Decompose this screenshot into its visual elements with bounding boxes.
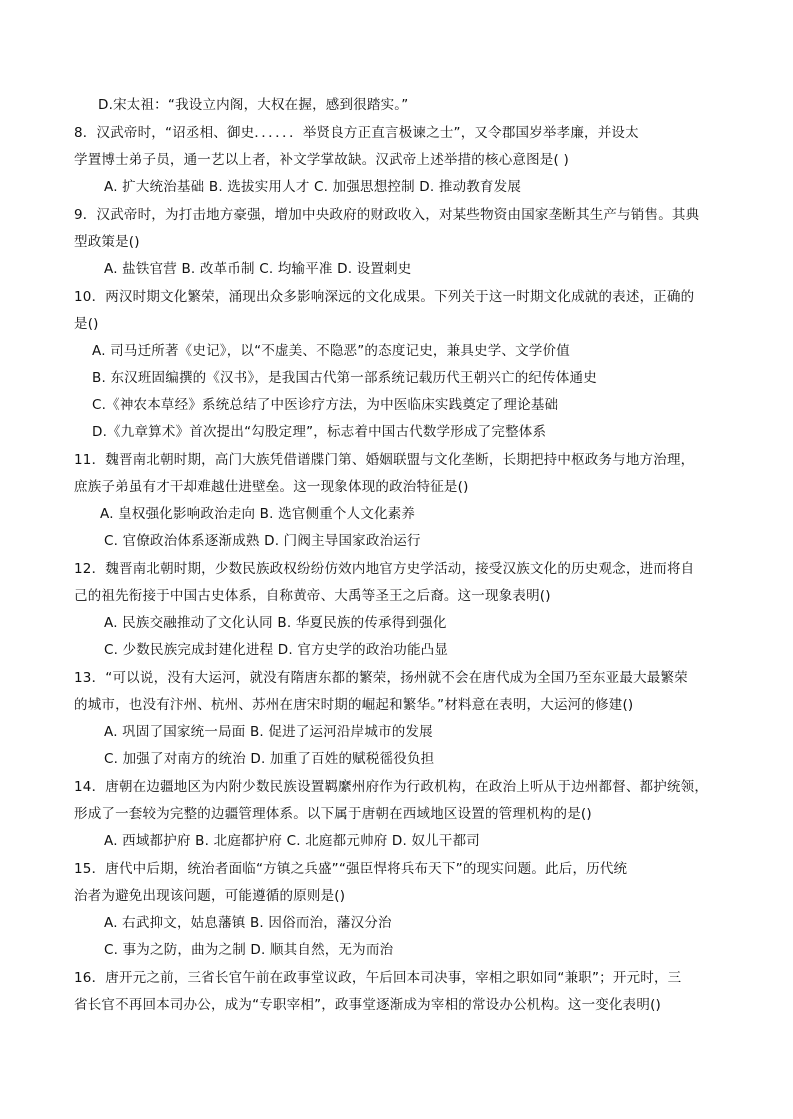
question-line: 是() xyxy=(74,316,99,332)
question-12: 12．魏晋南北朝时期，少数民族政权纷纷仿效内地官方史学活动，接受汉族文化的历史观念，进而将自 xyxy=(74,561,695,577)
option-line: C. 少数民族完成封建化进程 D. 官方史学的政治功能凸显 xyxy=(104,642,449,658)
option-line: D.《九章算术》首次提出“勾股定理”，标志着中国古代数学形成了完整体系 xyxy=(92,424,547,440)
question-15: 15．唐代中后期，统治者面临“方镇之兵盛”“强臣悍将兵布天下”的现实问题。此后，历代统 xyxy=(74,861,628,877)
option-line: A. 扩大统治基础 B. 选拔实用人才 C. 加强思想控制 D. 推动教育发展 xyxy=(104,179,522,195)
option-line: C.《神农本草经》系统总结了中医诊疗方法，为中医临床实践奠定了理论基础 xyxy=(92,397,559,413)
question-10: 10．两汉时期文化繁荣，涌现出众多影响深远的文化成果。下列关于这一时期文化成就的表述，正确的 xyxy=(74,289,695,305)
question-line: 型政策是() xyxy=(74,234,140,250)
question-8: 8．汉武帝时，“诏丞相、御史．．．．．．举贤良方正直言极谏之士”，又令郡国岁举孝廉，并设太 xyxy=(74,125,639,141)
question-14: 14．唐朝在边疆地区为内附少数民族设置羁縻州府作为行政机构，在政治上听从于边州都督、都护统领， xyxy=(74,779,709,795)
option-line: B. 东汉班固编撰的《汉书》，是我国古代第一部系统记载历代王朝兴亡的纪传体通史 xyxy=(92,370,597,386)
question-16: 16．唐开元之前，三省长官午前在政事堂议政，午后回本司决事，宰相之职如同“兼职”；开元时，三 xyxy=(74,970,682,986)
question-line: 学置博士弟子员，通一艺以上者，补文学掌故缺。汉武帝上述举措的核心意图是( ) xyxy=(74,152,569,168)
question-line: 形成了一套较为完整的边疆管理体系。以下属于唐朝在西域地区设置的管理机构的是() xyxy=(74,806,592,822)
question-9: 9．汉武帝时，为打击地方豪强，增加中央政府的财政收入，对某些物资由国家垄断其生产与销售。其典 xyxy=(74,207,700,223)
option-line: A. 民族交融推动了文化认同 B. 华夏民族的传承得到强化 xyxy=(104,615,447,631)
option-line: A. 巩固了国家统一局面 B. 促进了运河沿岸城市的发展 xyxy=(104,724,433,740)
option-line: C. 事为之防，曲为之制 D. 顺其自然，无为而治 xyxy=(104,942,394,958)
option-line: D.宋太祖：“我设立内阁，大权在握，感到很踏实。” xyxy=(98,97,409,113)
question-11: 11．魏晋南北朝时期，高门大族凭借谱牒门第、婚姻联盟与文化垄断，长期把持中枢政务与地方治理， xyxy=(74,452,695,468)
option-line: A. 西域都护府 B. 北庭都护府 C. 北庭都元帅府 D. 奴儿干都司 xyxy=(104,833,480,849)
option-line: A. 司马迁所著《史记》，以“不虚美、不隐恶”的态度记史，兼具史学、文学价值 xyxy=(92,343,570,359)
option-line: C. 加强了对南方的统治 D. 加重了百姓的赋税徭役负担 xyxy=(104,751,435,767)
question-line: 的城市，也没有汴州、杭州、苏州在唐宋时期的崛起和繁华。”材料意在表明，大运河的修建() xyxy=(74,697,634,713)
option-line: A. 皇权强化影响政治走向 B. 选官侧重个人文化素养 xyxy=(100,506,416,522)
question-line: 省长官不再回本司办公，成为“专职宰相”，政事堂逐渐成为宰相的常设办公机构。这一变化表明() xyxy=(74,997,662,1013)
option-line: A. 盐铁官营 B. 改革币制 C. 均输平准 D. 设置刺史 xyxy=(104,261,412,277)
option-line: A. 右武抑文，姑息藩镇 B. 因俗而治，藩汉分治 xyxy=(104,915,392,931)
question-line: 己的祖先衔接于中国古史体系，自称黄帝、大禹等圣王之后裔。这一现象表明() xyxy=(74,588,551,604)
question-line: 庶族子弟虽有才干却难越仕进壁垒。这一现象体现的政治特征是() xyxy=(74,479,469,495)
option-line: C. 官僚政治体系逐渐成熟 D. 门阀主导国家政治运行 xyxy=(104,533,421,549)
question-13: 13．“可以说，没有大运河，就没有隋唐东都的繁荣，扬州就不会在唐代成为全国乃至东亚最大最繁荣 xyxy=(74,670,688,686)
question-line: 治者为避免出现该问题，可能遵循的原则是() xyxy=(74,888,346,904)
